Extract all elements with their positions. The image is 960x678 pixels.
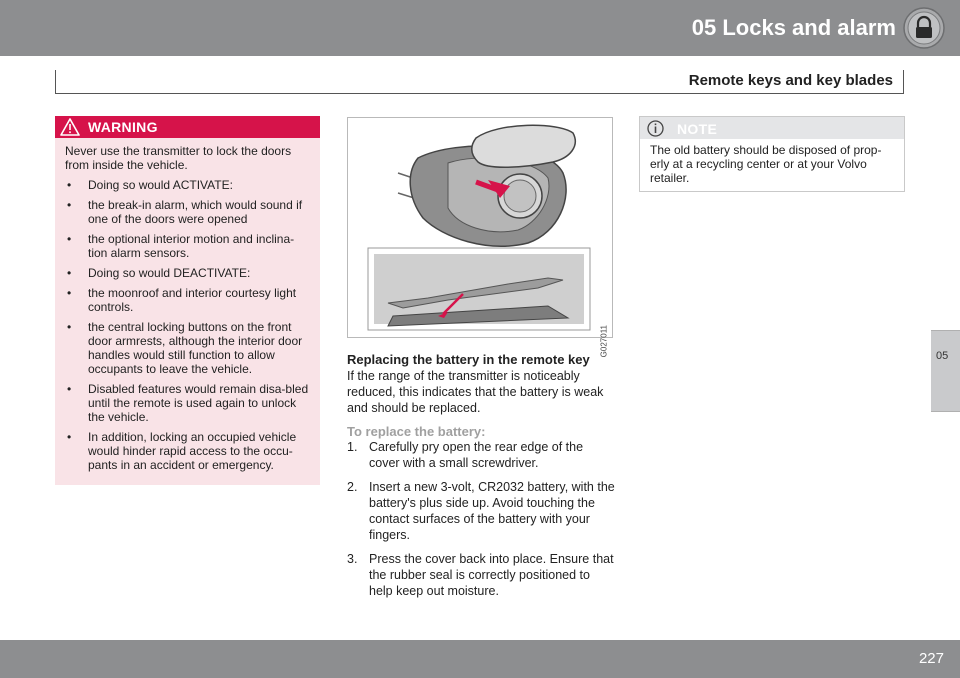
figure-code: G027011 xyxy=(599,325,608,358)
list-item: • the optional interior motion and inclina-tion alarm sensors. xyxy=(67,232,295,260)
list-item: • In addition, locking an occupied vehicle would hinder rapid access to the occu-pants in an accident or emergency. xyxy=(67,430,297,472)
footer-bar xyxy=(0,640,960,678)
list-item: • the break-in alarm, which would sound if one of the doors were opened xyxy=(67,198,303,226)
chapter-header-bar xyxy=(0,0,960,56)
note-text: The old battery should be disposed of prop-erly at a recycling center or at your Volvo retailer. xyxy=(650,143,882,185)
warning-box xyxy=(55,116,320,485)
list-item: • Disabled features would remain disa-bled until the remote is used again to unlock the vehicle. xyxy=(67,382,309,424)
battery-subheading: To replace the battery: xyxy=(347,424,486,439)
remote-key-drawing xyxy=(348,118,612,337)
battery-section xyxy=(347,352,617,607)
list-item: • Doing so would DEACTIVATE: xyxy=(67,266,251,280)
section-title: Remote keys and key blades xyxy=(688,72,893,89)
note-box xyxy=(639,116,905,192)
info-icon xyxy=(647,120,664,137)
list-item: 2. Insert a new 3-volt, CR2032 battery, with the battery's plus side up. Avoid touching the contact surfaces of the battery with your fingers. xyxy=(347,480,615,542)
warning-triangle-icon xyxy=(60,118,80,136)
warning-header xyxy=(55,116,320,138)
warning-list xyxy=(65,178,312,472)
warning-title: WARNING xyxy=(88,119,158,135)
chapter-tab-label: 05 xyxy=(936,350,949,362)
note-header xyxy=(640,117,904,139)
battery-replacement-illustration xyxy=(347,117,613,358)
lock-icon xyxy=(902,6,946,50)
page-number: 227 xyxy=(918,650,944,667)
battery-steps xyxy=(347,439,617,599)
battery-intro: If the range of the transmitter is noticeably reduced, this indicates that the battery is weak and should be replaced. xyxy=(347,369,604,415)
list-item: • Doing so would ACTIVATE: xyxy=(67,178,233,192)
note-title: NOTE xyxy=(677,121,718,137)
list-item: 3. Press the cover back into place. Ensure that the rubber seal is correctly positioned to help keep out moisture. xyxy=(347,552,614,598)
list-item: 1. Carefully pry open the rear edge of the cover with a small screwdriver. xyxy=(347,440,584,470)
list-item: • the central locking buttons on the front door armrests, although the interior door handles would still function to allow occupants to leave the vehicle. xyxy=(67,320,303,376)
battery-heading: Replacing the battery in the remote key xyxy=(347,352,590,367)
chapter-tab[interactable] xyxy=(931,330,960,412)
warning-body xyxy=(55,138,320,472)
chapter-title: 05 Locks and alarm xyxy=(691,15,896,40)
list-item: • the moonroof and interior courtesy light controls. xyxy=(67,286,297,314)
warning-intro: Never use the transmitter to lock the doors from inside the vehicle. xyxy=(65,144,292,172)
section-header xyxy=(55,70,904,94)
